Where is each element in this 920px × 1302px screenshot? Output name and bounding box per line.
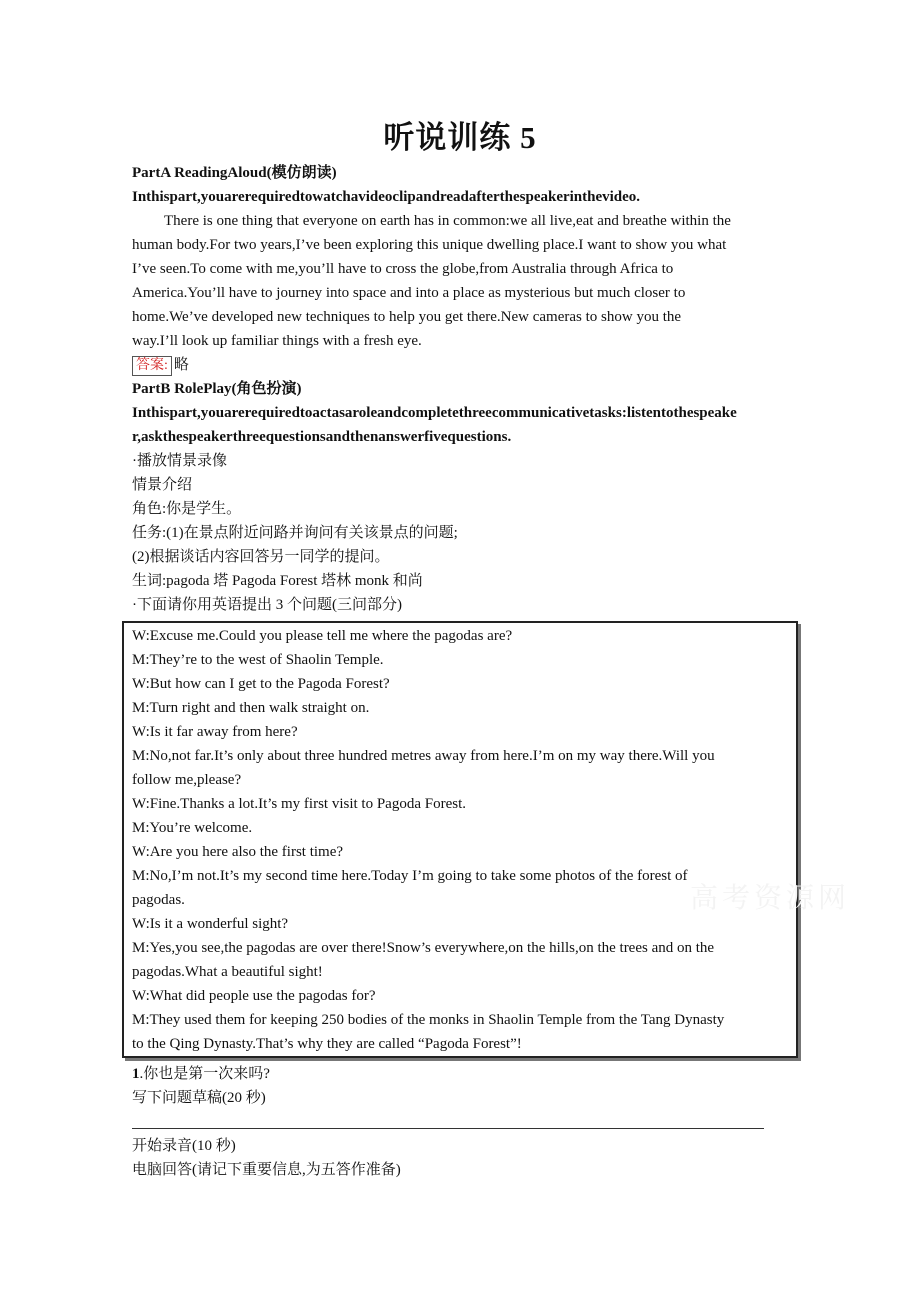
passage-line: human body.For two years,I’ve been exploring this unique dwelling place.I want to show you what — [132, 237, 727, 253]
dialogue-box — [122, 621, 798, 1058]
answer-text: 略 — [173, 357, 189, 373]
part-b-line: (2)根据谈话内容回答另一同学的提问。 — [132, 549, 390, 565]
part-b-heading: PartB RolePlay(角色扮演) — [132, 381, 302, 397]
part-b-instruction: r,askthespeakerthreequestionsandthenanswerfivequestions. — [132, 429, 512, 445]
dialogue-line: W:Fine.Thanks a lot.It’s my first visit to Pagoda Forest. — [132, 796, 466, 812]
question-text: .你也是第一次来吗? — [139, 1066, 270, 1082]
dialogue-line: M:No,I’m not.It’s my second time here.Today I’m going to take some photos of the forest of — [132, 868, 688, 884]
dialogue-line: M:They used them for keeping 250 bodies of the monks in Shaolin Temple from the Tang Dynasty — [132, 1012, 725, 1028]
part-b-line: 生词:pagoda 塔 Pagoda Forest 塔林 monk 和尚 — [132, 573, 423, 589]
page-title: 听说训练 5 — [383, 120, 537, 155]
dialogue-line: W:Is it far away from here? — [132, 724, 298, 740]
question-number: 1 — [132, 1066, 140, 1082]
dialogue-line: pagodas. — [132, 892, 185, 908]
record-prompt: 开始录音(10 秒) — [132, 1138, 236, 1154]
computer-answer-prompt: 电脑回答(请记下重要信息,为五答作准备) — [132, 1162, 401, 1178]
dialogue-line: to the Qing Dynasty.That’s why they are called “Pagoda Forest”! — [132, 1036, 522, 1052]
dialogue-line: W:Is it a wonderful sight? — [132, 916, 289, 932]
dialogue-line: follow me,please? — [132, 772, 242, 788]
dialogue-line: M:No,not far.It’s only about three hundred metres away from here.I’m on my way there.Will you — [132, 748, 715, 764]
part-b-line: 情景介绍 — [132, 477, 193, 493]
answer-row — [132, 354, 189, 376]
answer-label: 答案: — [132, 356, 172, 376]
draft-prompt: 写下问题草稿(20 秒) — [132, 1090, 266, 1106]
passage-line: America.You’ll have to journey into space and into a place as mysterious but much closer to — [132, 285, 686, 301]
dialogue-line: M:Yes,you see,the pagodas are over there!Snow’s everywhere,on the hills,on the trees and on the — [132, 940, 715, 956]
question-1 — [132, 1063, 270, 1085]
answer-line[interactable] — [132, 1128, 764, 1129]
dialogue-line: pagodas.What a beautiful sight! — [132, 964, 323, 980]
passage-line: I’ve seen.To come with me,you’ll have to cross the globe,from Australia through Africa to — [132, 261, 674, 277]
part-b-line: ·下面请你用英语提出 3 个问题(三问部分) — [132, 597, 402, 613]
passage-line: way.I’ll look up familiar things with a fresh eye. — [132, 333, 422, 349]
part-b-line: 角色:你是学生。 — [132, 501, 242, 517]
dialogue-line: W:But how can I get to the Pagoda Forest? — [132, 676, 390, 692]
dialogue-line: W:Are you here also the first time? — [132, 844, 344, 860]
dialogue-line: W:Excuse me.Could you please tell me where the pagodas are? — [132, 628, 513, 644]
dialogue-line: M:You’re welcome. — [132, 820, 253, 836]
passage-line: home.We’ve developed new techniques to help you get there.New cameras to show you the — [132, 309, 682, 325]
part-a-instruction: Inthispart,youarerequiredtowatchavideoclipandreadafterthespeakerinthevideo. — [132, 189, 641, 205]
dialogue-line: W:What did people use the pagodas for? — [132, 988, 376, 1004]
dialogue-line: M:They’re to the west of Shaolin Temple. — [132, 652, 384, 668]
part-a-heading: PartA ReadingAloud(模仿朗读) — [132, 165, 337, 181]
part-b-line: 任务:(1)在景点附近问路并询问有关该景点的问题; — [132, 525, 458, 541]
part-b-instruction: Inthispart,youarerequiredtoactasaroleandcompletethreecommunicativetasks:listentothespeake — [132, 405, 737, 421]
passage-line: There is one thing that everyone on earth has in common:we all live,eat and breathe within the — [164, 213, 731, 229]
part-b-line: ·播放情景录像 — [132, 453, 227, 469]
watermark: 高考资源网 — [690, 881, 851, 914]
dialogue-line: M:Turn right and then walk straight on. — [132, 700, 370, 716]
